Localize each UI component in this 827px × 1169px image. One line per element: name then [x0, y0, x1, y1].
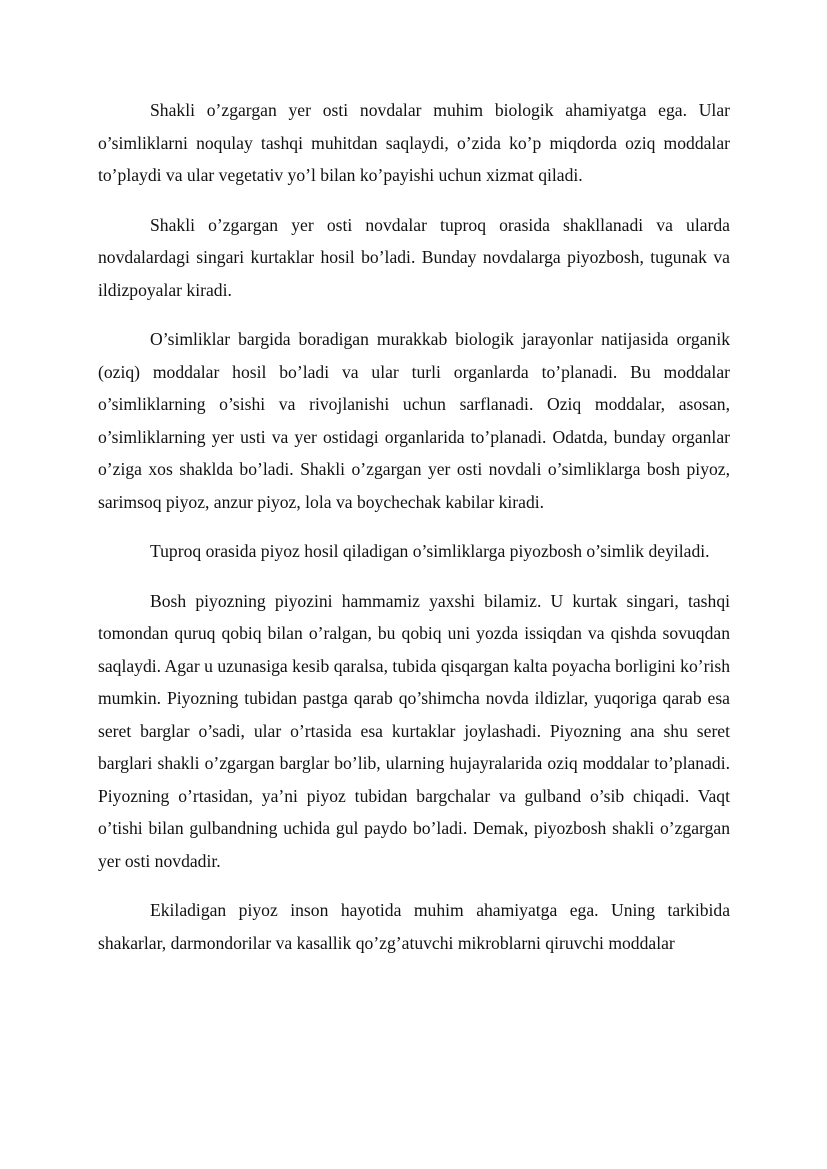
document-page	[98, 94, 730, 976]
paragraph-4: Tuproq orasida piyoz hosil qiladigan o’simliklarga piyozbosh o’simlik deyiladi.	[150, 541, 710, 561]
paragraph-5: Bosh piyozning piyozini hammamiz yaxshi bilamiz. U kurtak singari, tashqi tomondan quruq qobiq bilan o’ralgan, bu qobiq uni yozda issiqdan va qishda sovuqdan saqlaydi. Agar u uzunasiga kesib qaralsa, tubida qisqargan kalta poyacha borligini ko’rish mumkin. Piyozning tubidan pastga qarab qo’shimcha novda ildizlar, yuqoriga qarab esa seret barglar o’sadi, ular o’rtasida esa kurtaklar joylashadi. Piyozning ana shu seret barglari shakli o’zgargan barglar bo’lib, ularning hujayralarida oziq moddalar to’planadi. Piyozning o’rtasidan, ya’ni piyoz tubidan bargchalar va gulband o’sib chiqadi. Vaqt o’tishi bilan gulbandning uchida gul paydo bo’ladi. Demak, piyozbosh shakli o’zgargan yer osti novdadir.	[98, 590, 730, 871]
paragraph-2: Shakli o’zgargan yer osti novdalar tuproq orasida shakllanadi va ularda novdalardagi singari kurtaklar hosil bo’ladi. Bunday novdalarga piyozbosh, tugunak va ildizpoyalar kiradi.	[98, 214, 730, 300]
paragraph-3: O’simliklar bargida boradigan murakkab biologik jarayonlar natijasida organik (oziq) moddalar hosil bo’ladi va ular turli organlarda to’planadi. Bu moddalar o’simliklarning o’sishi va rivojlanishi uchun sarflanadi. Oziq moddalar, asosan, o’simliklarning yer usti va yer ostidagi organlarida to’planadi. Odatda, bunday organlar o’ziga xos shaklda bo’ladi. Shakli o’zgargan yer osti novdali o’simliklarga bosh piyoz, sarimsoq piyoz, anzur piyoz, lola va boychechak kabilar kiradi.	[98, 329, 730, 512]
paragraph-1: Shakli o’zgargan yer osti novdalar muhim biologik ahamiyatga ega. Ular o’simliklarni noqulay tashqi muhitdan saqlaydi, o’zida ko’p miqdorda oziq moddalar to’playdi va ular vegetativ yo’l bilan ko’payishi uchun xizmat qiladi.	[98, 100, 730, 185]
paragraph-6: Ekiladigan piyoz inson hayotida muhim ahamiyatga ega. Uning tarkibida shakarlar, darmondorilar va kasallik qo’zg’atuvchi mikroblarni qiruvchi moddalar	[98, 900, 730, 953]
